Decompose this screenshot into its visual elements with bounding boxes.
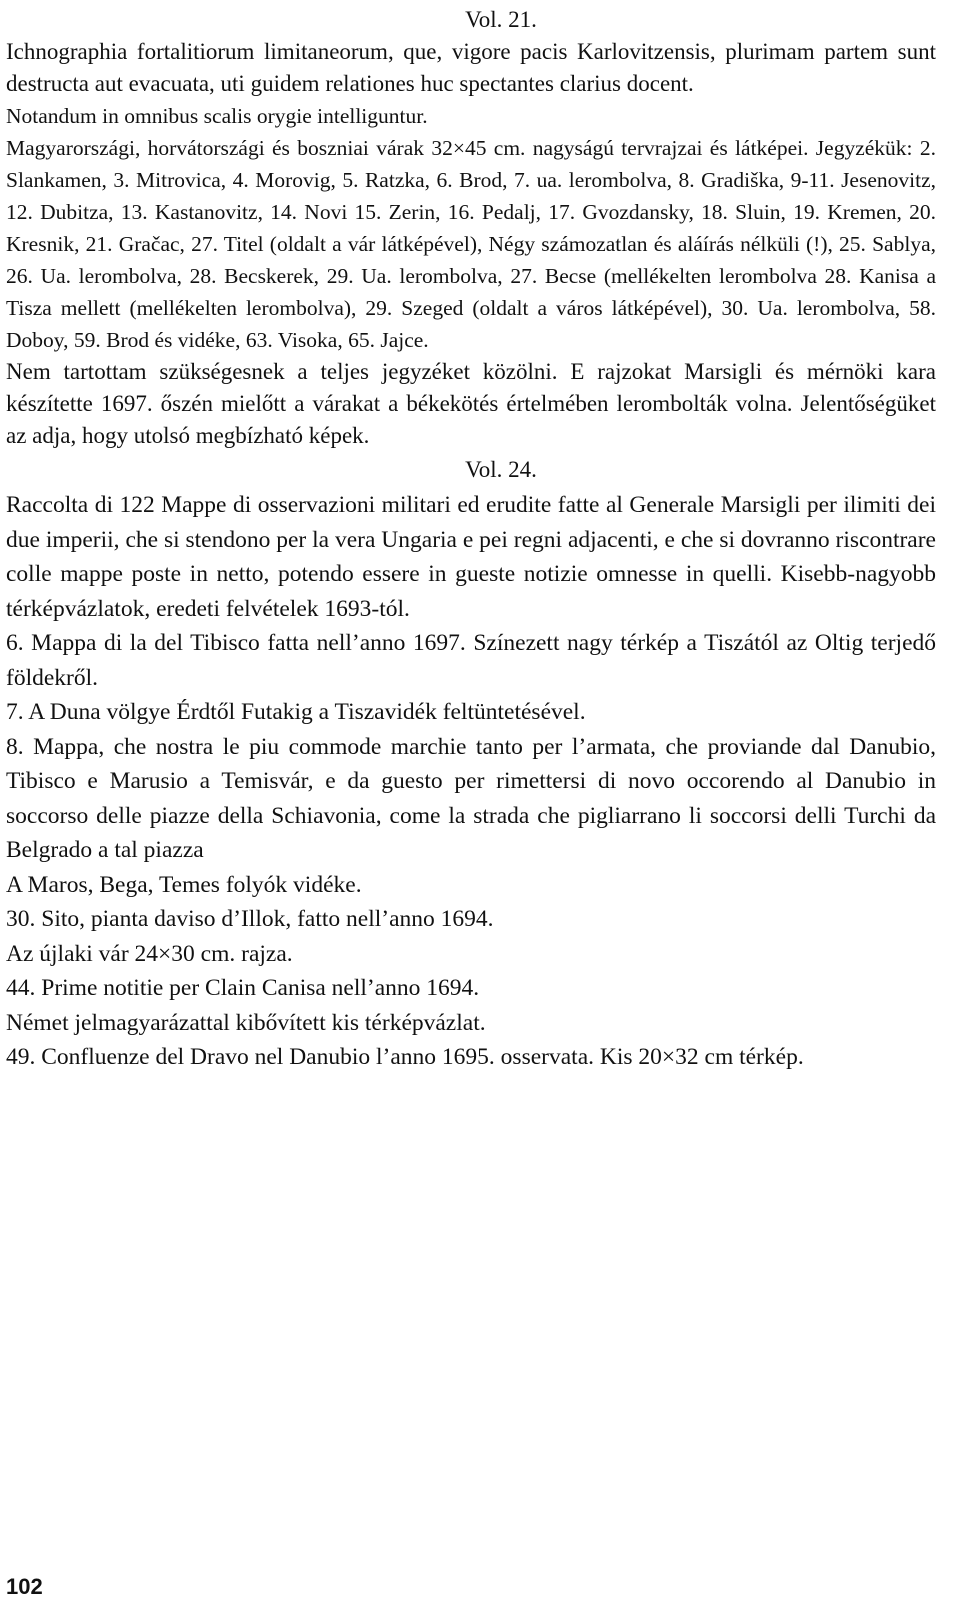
list-item: 7. A Duna völgye Érdtől Futakig a Tiszavidék feltüntetésével. xyxy=(6,699,586,725)
collection-intro: Raccolta di 122 Mappe di osservazioni militari ed erudite fatte al Generale Marsigli per ilimiti dei due imperii, che si stendono per la vera Ungaria e pei regni adjacenti, e che si dovranno riscontrare colle mappe poste in netto, potendo essere in gueste notizie omnesse in quelli. Kisebb-nagyobb térképvázlatok, eredeti felvételek 1693-tól. xyxy=(6,492,936,622)
volume-heading-21: Vol. 21. xyxy=(465,7,537,32)
hungarian-list: Magyarországi, horvátországi és boszniai várak 32×45 cm. nagyságú tervrajzai és látképei. Jegyzékük: 2. Slankamen, 3. Mitrovica, 4. Morovig, 5. Ratzka, 6. Brod, 7. ua. lerombolva, 8. Gradiška, 9-11. Jesenovitz, 12. Dubitza, 13. Kastanovitz, 14. Novi 15. Zerin, 16. Pedalj, 17. Gvozdansky, 18. Sluin, 19. Kremen, 20. Kresnik, 21. Gračac, 27. Titel (oldalt a vár látképével), Négy számozatlan és aláírás nélküli (!), 25. Sablya, 26. Ua. lerombolva, 28. Becskerek, 29. Ua. lerombolva, 27. Becse (mellékelten lerombolva 28. Kanisa a Tisza mellett (mellékelten lerombolva), 29. Szeged (oldalt a város látképével), 30. Ua. lerombolva, 58. Doboy, 59. Brod és vidéke, 63. Visoka, 65. Jajce. xyxy=(6,136,936,352)
document-page xyxy=(6,4,936,1075)
list-item: 6. Mappa di la del Tibisco fatta nell’anno 1697. Színezett nagy térkép a Tiszától az Oltig terjedő földekről. xyxy=(6,630,936,691)
latin-description: Ichnographia fortalitiorum limitaneorum, que, vigore pacis Karlovitzensis, plurimam partem sunt destructa aut evacuata, uti guidem relationes huc spectantes clarius docent. xyxy=(6,39,936,96)
list-item: 30. Sito, pianta daviso d’Illok, fatto nell’anno 1694. xyxy=(6,906,494,932)
page-number: 102 xyxy=(6,1574,43,1599)
scale-note: Notandum in omnibus scalis orygie intelliguntur. xyxy=(6,104,428,128)
list-item: Az újlaki vár 24×30 cm. rajza. xyxy=(6,940,293,967)
list-item: 8. Mappa, che nostra le piu commode marchie tanto per l’armata, che proviande dal Danubio, Tibisco e Marusio a Temisvár, e da guesto per rimettersi di novo occorendo al Danubio in soccorso delle piazze della Schiavonia, come la strada che pigliarrano li soccorsi delli Turchi da Belgrado a tal piazza xyxy=(6,733,936,863)
editor-comment: Nem tartottam szükségesnek a teljes jegyzéket közölni. E rajzokat Marsigli és mérnöki kara készítette 1697. őszén mielőtt a várakat a békekötés értelmében lerombolták volna. Jelentőségüket az adja, hogy utolsó megbízható képek. xyxy=(6,359,936,448)
list-item: Német jelmagyarázattal kibővített kis térképvázlat. xyxy=(6,1009,486,1036)
list-item: 44. Prime notitie per Clain Canisa nell’anno 1694. xyxy=(6,975,480,1001)
list-item: 49. Confluenze del Dravo nel Danubio l’anno 1695. osservata. Kis 20×32 cm térkép. xyxy=(6,1044,804,1070)
list-item: A Maros, Bega, Temes folyók vidéke. xyxy=(6,871,362,898)
volume-heading-24: Vol. 24. xyxy=(465,457,537,482)
